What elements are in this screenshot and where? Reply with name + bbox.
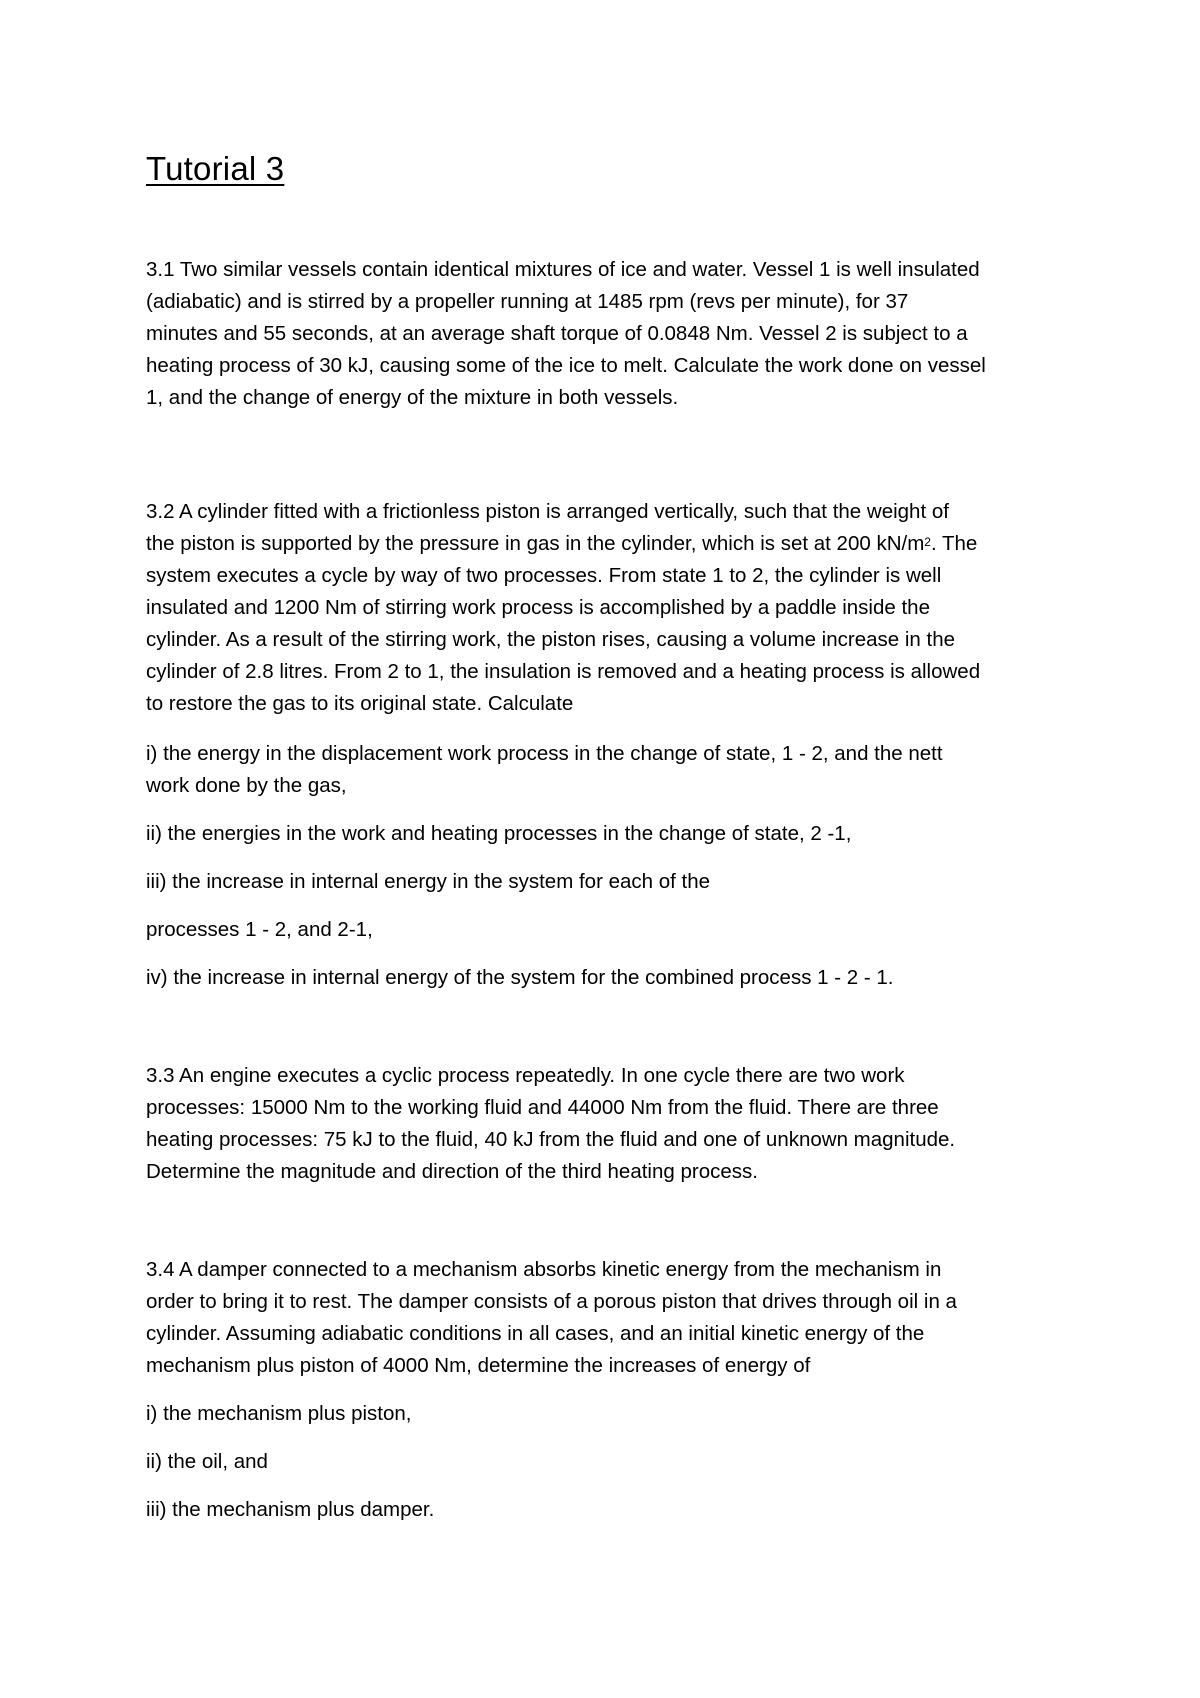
- question-3-4-item-ii: [146, 1446, 1066, 1478]
- question-line: heating process of 30 kJ, causing some of the ice to melt. Calculate the work done on vessel: [146, 354, 986, 377]
- question-3-2-item-i: [146, 738, 1066, 802]
- question-line: order to bring it to rest. The damper consists of a porous piston that drives through oil in a: [146, 1290, 957, 1313]
- item-line: work done by the gas,: [146, 774, 347, 797]
- question-line: 3.1 Two similar vessels contain identical mixtures of ice and water. Vessel 1 is well insulated: [146, 258, 980, 281]
- superscript: 2: [924, 535, 931, 549]
- item-line: iv) the increase in internal energy of the system for the combined process 1 - 2 - 1.: [146, 966, 894, 989]
- question-line: to restore the gas to its original state. Calculate: [146, 692, 574, 715]
- question-3-3: [146, 1060, 1066, 1188]
- question-line: 3.3 An engine executes a cyclic process repeatedly. In one cycle there are two work: [146, 1064, 905, 1087]
- question-line: heating processes: 75 kJ to the fluid, 40 kJ from the fluid and one of unknown magnitude.: [146, 1128, 956, 1151]
- item-line: ii) the oil, and: [146, 1450, 268, 1473]
- item-line: ii) the energies in the work and heating processes in the change of state, 2 -1,: [146, 822, 852, 845]
- question-line: cylinder of 2.8 litres. From 2 to 1, the insulation is removed and a heating process is allowed: [146, 660, 981, 683]
- question-line: minutes and 55 seconds, at an average shaft torque of 0.0848 Nm. Vessel 2 is subject to a: [146, 322, 968, 345]
- question-line: processes: 15000 Nm to the working fluid and 44000 Nm from the fluid. There are three: [146, 1096, 939, 1119]
- question-line: insulated and 1200 Nm of stirring work process is accomplished by a paddle inside the: [146, 596, 930, 619]
- question-3-1: [146, 254, 1066, 414]
- question-line: system executes a cycle by way of two processes. From state 1 to 2, the cylinder is well: [146, 564, 942, 587]
- question-line: 3.4 A damper connected to a mechanism absorbs kinetic energy from the mechanism in: [146, 1258, 942, 1281]
- item-line: iii) the increase in internal energy in the system for each of the: [146, 870, 711, 893]
- question-line: cylinder. As a result of the stirring work, the piston rises, causing a volume increase in the: [146, 628, 955, 651]
- page-title: Tutorial 3: [146, 150, 285, 187]
- question-line: (adiabatic) and is stirred by a propeller running at 1485 rpm (revs per minute), for 37: [146, 290, 909, 313]
- item-line: i) the energy in the displacement work process in the change of state, 1 - 2, and the nett: [146, 742, 943, 765]
- question-3-2-item-iv: [146, 962, 1066, 994]
- question-line-tail: . The: [930, 532, 978, 555]
- item-line: processes 1 - 2, and 2-1,: [146, 918, 373, 941]
- item-line: iii) the mechanism plus damper.: [146, 1498, 435, 1521]
- question-line: 1, and the change of energy of the mixture in both vessels.: [146, 386, 679, 409]
- question-3-4-item-i: [146, 1398, 1066, 1430]
- question-line: cylinder. Assuming adiabatic conditions in all cases, and an initial kinetic energy of the: [146, 1322, 925, 1345]
- question-line-text: the piston is supported by the pressure in gas in the cylinder, which is set at 200 kN/m: [146, 532, 925, 555]
- question-3-2: [146, 496, 1066, 720]
- question-3-2-item-iii-cont: [146, 914, 1066, 946]
- question-3-2-item-ii: [146, 818, 1066, 850]
- question-3-2-item-iii: [146, 866, 1066, 898]
- question-3-4-item-iii: [146, 1494, 1066, 1526]
- question-3-4: [146, 1254, 1066, 1382]
- question-line: Determine the magnitude and direction of the third heating process.: [146, 1160, 758, 1183]
- question-line: [146, 528, 1066, 560]
- question-line: mechanism plus piston of 4000 Nm, determine the increases of energy of: [146, 1354, 811, 1377]
- question-line: 3.2 A cylinder fitted with a frictionless piston is arranged vertically, such that the weight of: [146, 500, 949, 523]
- item-line: i) the mechanism plus piston,: [146, 1402, 412, 1425]
